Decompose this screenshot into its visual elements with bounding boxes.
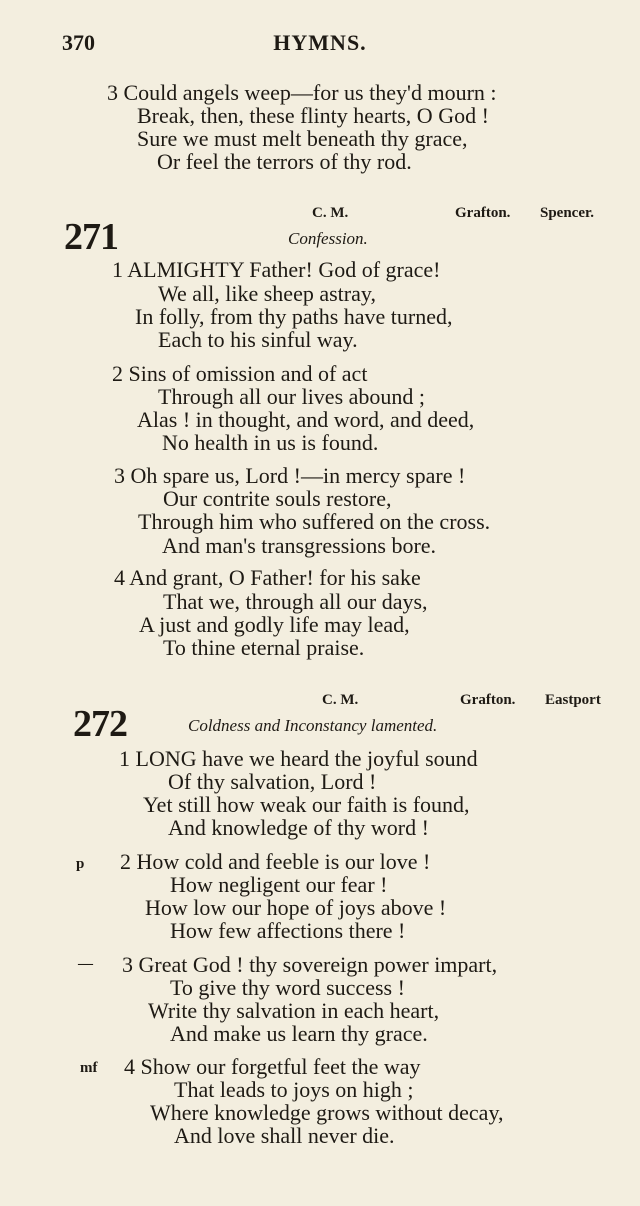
verse-line: Of thy salvation, Lord ! [168, 769, 377, 794]
verse-line: Break, then, these flinty hearts, O God ! [137, 103, 489, 128]
verse-line: 1 ALMIGHTY Father! God of grace! [112, 257, 441, 282]
verse-line: 3 Oh spare us, Lord !—in mercy spare ! [114, 463, 466, 488]
verse-line: Yet still how weak our faith is found, [143, 792, 470, 817]
verse-line: Each to his sinful way. [158, 327, 358, 352]
hymn-meter: C. M. [322, 692, 359, 708]
verse-line: Write thy salvation in each heart, [148, 998, 440, 1023]
verse-line: 1 LONG have we heard the joyful sound [119, 746, 478, 771]
verse-line: 2 How cold and feeble is our love ! [120, 849, 431, 874]
tune-name: Grafton. [460, 692, 516, 708]
verse-line: Through all our lives abound ; [158, 384, 426, 409]
running-title: HYMNS. [273, 30, 367, 55]
verse-line: Or feel the terrors of thy rod. [157, 149, 412, 174]
verse-line: Our contrite souls restore, [163, 486, 392, 511]
verse-line: How low our hope of joys above ! [145, 895, 447, 920]
verse-line: 3 Great God ! thy sovereign power impart, [122, 952, 498, 977]
verse-line: We all, like sheep astray, [158, 281, 376, 306]
dynamic-marking: — [78, 956, 93, 972]
verse-line: 4 And grant, O Father! for his sake [114, 565, 421, 590]
verse-line: And make us learn thy grace. [170, 1021, 428, 1046]
hymn-meter: C. M. [312, 205, 349, 221]
verse-line: Where knowledge grows without decay, [150, 1100, 504, 1125]
page-number: 370 [62, 30, 95, 55]
tune-name: Eastport [545, 692, 601, 708]
verse-line: 4 Show our forgetful feet the way [124, 1054, 421, 1079]
dynamic-marking: mf [80, 1060, 98, 1076]
verse-line: That leads to joys on high ; [174, 1077, 414, 1102]
verse-line: 2 Sins of omission and of act [112, 361, 368, 386]
hymn-number: 272 [73, 703, 127, 745]
verse-line: No health in us is found. [162, 430, 379, 455]
hymn-number: 271 [64, 216, 118, 258]
verse-line: Alas ! in thought, and word, and deed, [137, 407, 475, 432]
verse-line: In folly, from thy paths have turned, [135, 304, 453, 329]
verse-line: Through him who suffered on the cross. [138, 509, 491, 534]
dynamic-marking: p [76, 856, 85, 872]
verse-line: 3 Could angels weep—for us they'd mourn : [107, 80, 497, 105]
verse-line: A just and godly life may lead, [139, 612, 410, 637]
verse-line: How few affections there ! [170, 918, 406, 943]
verse-line: And love shall never die. [174, 1123, 395, 1148]
tune-name: Spencer. [540, 205, 595, 221]
verse-line: To thine eternal praise. [163, 635, 365, 660]
verse-line: To give thy word success ! [170, 975, 405, 1000]
verse-line: That we, through all our days, [163, 589, 428, 614]
hymn-subject: Confession. [288, 229, 368, 248]
tune-name: Grafton. [455, 205, 511, 221]
hymn-subject: Coldness and Inconstancy lamented. [188, 716, 438, 735]
verse-line: And knowledge of thy word ! [168, 815, 429, 840]
verse-line: And man's transgressions bore. [162, 533, 437, 558]
verse-line: How negligent our fear ! [170, 872, 388, 897]
verse-line: Sure we must melt beneath thy grace, [137, 126, 468, 151]
